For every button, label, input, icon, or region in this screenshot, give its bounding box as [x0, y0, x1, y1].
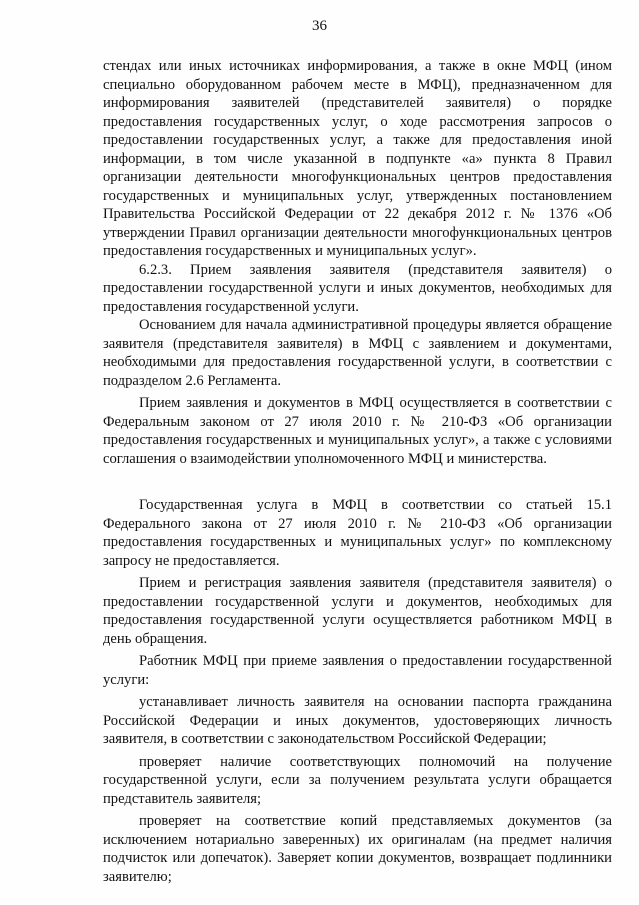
page-number: 36	[312, 18, 327, 34]
paragraph-complex-request: Государственная услуга в МФЦ в соответствии со статьей 15.1 Федерального закона от 27 июля 2010 г. № 210-ФЗ «Об организации предоставления государственных и муниципальных услуг» по комплексному запросу не предоставляется.	[103, 497, 612, 569]
paragraph-copies-check: проверяет на соответствие копий представляемых документов (за исключением нотариально заверенных) их оригиналам (на предмет наличия подчисток или допечаток). Заверяет копии документов, возвращает подлинники заявителю;	[103, 813, 612, 885]
document-body	[103, 57, 612, 886]
paragraph-continuation: стендах или иных источниках информирования, а также в окне МФЦ (ином специально оборудованном рабочем месте в МФЦ), предназначенном для информирования заявителей (представителей заявителя) о порядке предоставления государственных услуг, о ходе рассмотрения запросов о предоставлении государственных услуг, а также для предоставления иной информации, в том числе указанной в подпункте «а» пункта 8 Правил организации деятельности многофункциональных центров предоставления государственных и муниципальных услуг, утвержденных постановлением Правительства Российской Федерации от 22 декабря 2012 г. № 1376 «Об утверждении Правил организации деятельности многофункциональных центров предоставления государственных и муниципальных услуг».	[103, 58, 612, 259]
paragraph-basis: Основанием для начала административной процедуры является обращение заявителя (представителя заявителя) в МФЦ с заявлением и документами, необходимыми для предоставления государственной услуги, в соответствии с подразделом 2.6 Регламента.	[103, 317, 612, 389]
paragraph-registration: Прием и регистрация заявления заявителя (представителя заявителя) о предоставлении государственной услуги и документов, необходимых для предоставления государственной услуги осуществляется работником МФЦ в день обращения.	[103, 575, 612, 647]
paragraph-section-6-2-3: 6.2.3. Прием заявления заявителя (представителя заявителя) о предоставлении государственной услуги и иных документов, необходимых для предоставления государственной услуги.	[103, 261, 612, 315]
paragraph-reception-law: Прием заявления и документов в МФЦ осуществляется в соответствии с Федеральным законом от 27 июля 2010 г. № 210-ФЗ «Об организации предоставления государственных и муниципальных услуг», а также с условиями соглашения о взаимодействии уполномоченного МФЦ и министерства.	[103, 395, 612, 467]
paragraph-identity-check: устанавливает личность заявителя на основании паспорта гражданина Российской Федерации и иных документов, удостоверяющих личность заявителя, в соответствии с законодательством Российской Федерации;	[103, 694, 612, 747]
paragraph-authority-check: проверяет наличие соответствующих полномочий на получение государственной услуги, если за получением результата услуги обращается представитель заявителя;	[103, 753, 612, 807]
paragraph-worker-duties-intro: Работник МФЦ при приеме заявления о предоставлении государственной услуги:	[103, 653, 612, 688]
